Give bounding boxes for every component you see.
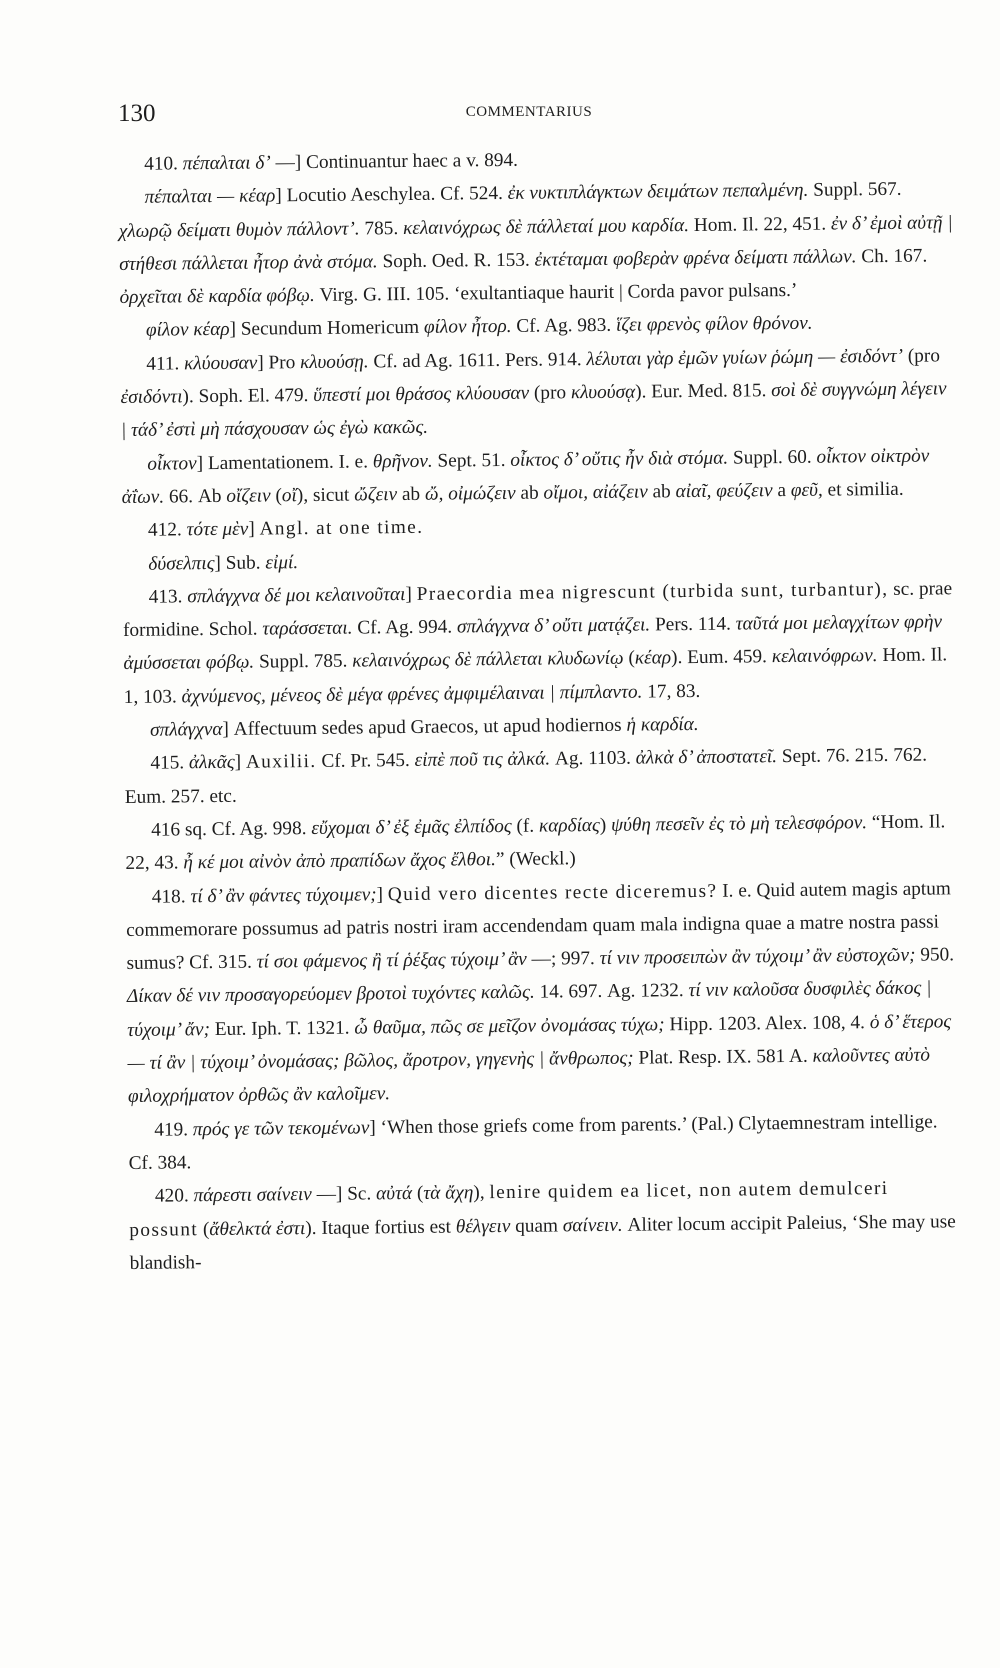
commentary-text: 410. — [144, 153, 183, 175]
greek-quotation: φεύζειν — [716, 480, 773, 502]
commentary-text: ] — [248, 518, 260, 540]
commentary-text: Virg. G. III. 105. ‘exultantiaque haurit | Corda pavor pulsans.’ — [314, 280, 798, 307]
commentary-entry — [126, 872, 962, 1114]
greek-quotation: εἰπὲ ποῦ τις ἀλκά. — [414, 748, 551, 772]
greek-quotation: κέαρ — [634, 647, 672, 670]
greek-quotation: ἵζει φρενὸς φίλον θρόνον. — [615, 313, 813, 337]
commentary-text: 14. 697. Ag. 1232. — [534, 980, 689, 1004]
commentary-text: Cf. Ag. 994. — [352, 616, 458, 639]
commentary-text: Suppl. 60. — [727, 446, 817, 469]
commentary-text: ] — [234, 752, 247, 774]
commentary-text: ] Sub. — [214, 552, 266, 574]
greek-quotation: οἶκτος δ’ οὔτις ἦν διὰ στόμα. — [510, 447, 729, 471]
commentary-text: “Hom. Il. 22, 43. — [125, 811, 946, 875]
greek-quotation: τί νιν προσειπὼν ἂν τύχοιμ’ ἂν εὐστοχῶν; — [599, 944, 916, 970]
page-number: 130 — [118, 100, 156, 127]
commentary-text: ), — [473, 1182, 490, 1204]
commentary-text: Hom. Il. 22, 451. — [688, 213, 832, 236]
greek-quotation: κελαινόφρων. — [771, 645, 878, 668]
running-head: COMMENTARIUS — [465, 104, 593, 120]
greek-quotation: οἶκτον — [147, 452, 197, 475]
commentary-text: Hipp. 1203. Alex. 108, 4. — [664, 1011, 870, 1036]
commentary-entry — [124, 739, 959, 814]
greek-quotation: ἄθελκτά ἐστι — [209, 1217, 306, 1240]
greek-quotation: κελαινόχρως δὲ πάλλεται κλυδωνίῳ — [352, 648, 624, 673]
greek-quotation: ἀλκᾶς — [188, 752, 235, 774]
commentary-text: ] — [405, 583, 417, 605]
greek-quotation: ταράσσεται. — [262, 617, 353, 640]
spaced-gloss: Auxilii. — [245, 751, 317, 774]
commentary-text: ). Eur. Med. 815. — [635, 380, 772, 403]
commentary-text: 17, 83. — [642, 680, 701, 703]
commentary-text: Soph. Oed. R. 153. — [377, 249, 535, 273]
spaced-gloss: lenire quidem ea licet, non autem demulceri possunt — [129, 1178, 889, 1241]
spaced-gloss: Angl. at one time. — [259, 517, 424, 540]
greek-quotation: εὔχομαι δ’ ἐξ ἐμᾶς ἐλπίδος — [311, 815, 512, 839]
commentary-text: ] — [376, 883, 388, 905]
greek-quotation: ὤ, — [424, 483, 444, 505]
commentary-text: ( — [623, 648, 635, 670]
greek-quotation: θρῆνον. — [372, 450, 433, 473]
commentary-text: ( — [270, 485, 282, 507]
greek-quotation: σαίνειν. — [562, 1214, 623, 1236]
commentary-text: 411. — [146, 353, 185, 375]
commentary-text: 420. — [154, 1185, 194, 1207]
greek-quotation: αἰάζειν — [592, 481, 648, 504]
commentary-text: Pers. 114. — [650, 613, 736, 636]
greek-quotation: ὁ δ’ ἕτερος — τί ἂν | τύχοιμ’ ὀνομάσας; βῶλος, ἄροτρον, γηγενὴς | ἄνθρωπος; — [127, 1011, 952, 1074]
greek-quotation: καλοῦντες αὐτὸ φιλοχρήματον ὀρθῶς ἂν καλοῖμεν. — [127, 1044, 931, 1108]
commentary-text: 950. — [915, 944, 955, 966]
commentary-text: quam — [510, 1214, 563, 1237]
commentary-body — [118, 139, 964, 1280]
commentary-text: 785. — [359, 217, 404, 240]
commentary-text: —] Continuantur haec a v. 894. — [270, 149, 519, 174]
commentary-text: 412. — [147, 519, 187, 541]
commentary-text: a — [772, 479, 791, 502]
greek-quotation: φίλον ἦτορ. — [423, 316, 512, 339]
commentary-text: Ch. 167. — [856, 245, 928, 268]
commentary-entry — [118, 173, 953, 315]
commentary-text: (f. — [511, 815, 540, 837]
greek-quotation: θέλγειν — [455, 1215, 511, 1238]
greek-quotation: δύσελπις — [148, 552, 215, 575]
greek-quotation: εἰμί. — [265, 551, 299, 574]
commentary-text: Suppl. 785. — [254, 651, 353, 674]
commentary-text: ). Soph. El. 479. — [182, 385, 314, 408]
commentary-text: Sept. 51. — [432, 449, 511, 472]
greek-quotation: τί νιν καλοῦσα δυσφιλὲς δάκος | τύχοιμ’ ἄν; — [127, 977, 932, 1041]
commentary-entry — [128, 1105, 963, 1180]
spaced-gloss: Quid vero dicentes recte diceremus? — [387, 880, 718, 905]
commentary-text: ” (Weckl.) — [495, 848, 576, 871]
commentary-text: ] Affectuum sedes apud Graecos, ut apud hodiernos — [222, 714, 627, 740]
commentary-text: Aliter locum accipit Paleius, ‘She may use blandish- — [129, 1210, 956, 1274]
commentary-entry — [129, 1171, 964, 1280]
commentary-text: ) — [599, 814, 612, 836]
greek-quotation: τὰ ἄχη — [423, 1182, 474, 1205]
commentary-text: 66. Ab — [164, 485, 227, 508]
greek-quotation: σοὶ δὲ συγγνώμη λέγειν | τάδ’ ἐστὶ μὴ πάσχουσαν ὡς ἐγὼ κακῶς. — [120, 378, 947, 442]
greek-quotation: ἀχνύμενος, μένεος δὲ μέγα φρένες ἀμφιμέλαιναι | πίμπλαντο. — [181, 681, 643, 708]
commentary-entry — [123, 572, 958, 714]
greek-quotation: σπλάγχνα δέ μοι κελαινοῦται — [187, 583, 406, 608]
spaced-gloss: Praecordia mea nigrescunt (turbida sunt, turbantur), — [416, 578, 889, 605]
greek-quotation: ὀρχεῖται δὲ καρδία φόβῳ. — [119, 285, 315, 309]
commentary-text: —; 997. — [526, 948, 600, 970]
commentary-text: ] Locutio Aeschylea. Cf. 524. — [275, 183, 508, 207]
greek-quotation: τότε μὲν — [186, 518, 249, 541]
greek-quotation: καρδίας — [538, 814, 600, 837]
commentary-text: Cf. Pr. 545. — [316, 750, 415, 773]
greek-quotation: κελαινόχρως δὲ πάλλεταί μου καρδία. — [402, 214, 690, 239]
page-header — [118, 100, 940, 140]
greek-quotation: φεῦ, — [790, 479, 823, 501]
greek-quotation: κλυούσᾳ — [570, 381, 636, 404]
commentary-text: ( — [411, 1183, 424, 1205]
commentary-text: Plat. Resp. IX. 581 A. — [633, 1045, 813, 1069]
greek-quotation: σπλάγχνα — [149, 718, 223, 741]
commentary-text: sc. prae formidine. Schol. — [122, 578, 953, 642]
greek-quotation: ἀλκὰ δ’ ἀποστατεῖ. — [635, 746, 778, 769]
commentary-text: ). Eum. 459. — [670, 646, 772, 669]
commentary-text: 413. — [148, 586, 188, 608]
greek-quotation: χλωρῷ δείματι θυμὸν πάλλοντ’. — [118, 218, 360, 242]
commentary-text: —] Sc. — [311, 1183, 377, 1206]
commentary-text: Cf. Ag. 983. — [511, 315, 617, 338]
commentary-text: ] ‘When those griefs come from parents.’ (Pal.) Clytaemnestram intellige. Cf. 384. — [128, 1111, 938, 1174]
commentary-text: ab — [396, 483, 426, 506]
commentary-text: (pro — [529, 382, 572, 404]
greek-quotation: πέπαλται — κέαρ — [144, 185, 276, 209]
greek-quotation: φίλον κέαρ — [145, 319, 230, 342]
commentary-text: Sept. 76. 215. 762. Eum. 257. etc. — [124, 744, 928, 808]
greek-quotation: ἦ κέ μοι αἰνὸν ἀπὸ πραπίδων ἄχος ἔλθοι. — [183, 849, 497, 874]
commentary-text: Cf. ad Ag. 1611. Pers. 914. — [368, 348, 587, 373]
greek-quotation: οἴμοι, — [543, 482, 589, 504]
commentary-text: ). Itaque fortius est — [305, 1216, 456, 1239]
greek-quotation: ἐσιδόντι — [120, 386, 183, 409]
commentary-text: Eur. Iph. T. 1321. — [209, 1017, 355, 1040]
greek-quotation: κλύουσαν — [184, 352, 258, 375]
commentary-entry — [121, 439, 956, 514]
greek-quotation: ὦ θαῦμα, πῶς σε μεῖζον ὀνομάσας τύχω; — [354, 1014, 665, 1039]
greek-quotation: λέλυται γὰρ ἐμῶν γυίων ῥώμη — ἐσιδόντ’ — [586, 345, 904, 370]
commentary-text: ), sicut — [296, 484, 355, 507]
greek-quotation: αἰαῖ, — [675, 480, 712, 503]
greek-quotation: πάρεστι σαίνειν — [193, 1184, 312, 1207]
commentary-text: I. e. Quid autem magis aptum commemorare possumus ad patris nostri iram accendendam quam mala indigna quae a matre nostra passi sumus? Cf. 315. — [126, 877, 951, 975]
greek-quotation: σπλάγχνα δ’ οὔτι ματᾴζει. — [456, 614, 651, 638]
commentary-text: 418. — [151, 885, 191, 908]
commentary-text: Suppl. 567. — [808, 179, 902, 202]
greek-quotation: ἐκ νυκτιπλάγκτων δειμάτων πεπαλμένη. — [507, 180, 809, 205]
greek-quotation: τί σοι φάμενος ἢ τί ῥέξας τύχοιμ’ ἂν — [256, 948, 527, 973]
commentary-entry — [125, 805, 960, 880]
greek-quotation: οἰμώζειν — [448, 482, 516, 505]
commentary-text: ab — [647, 481, 676, 503]
greek-quotation: ἐκτέταμαι φοβερὰν φρένα δείματι πάλλων. — [534, 246, 857, 271]
greek-quotation: ὕπεστί μοι θράσος κλύουσαν — [313, 382, 530, 407]
commentary-text: 419. — [154, 1118, 193, 1141]
commentary-text: ( — [197, 1218, 210, 1240]
commentary-text: ab — [515, 482, 544, 504]
commentary-text: (pro — [902, 345, 941, 367]
commentary-text: et similia. — [822, 478, 904, 501]
commentary-text: 415. — [150, 752, 190, 775]
greek-quotation: πέπαλται δ’ — [182, 152, 271, 175]
commentary-text: ] Secundum Homericum — [229, 317, 425, 341]
commentary-text: ] Pro — [257, 351, 301, 374]
greek-quotation: ὤζειν — [354, 484, 398, 506]
commentary-entry — [120, 339, 955, 448]
greek-quotation: ψύθη πεσεῖν ἐς τὸ μὴ τελεσφόρον. — [610, 812, 868, 836]
commentary-text: ] Lamentationem. I. e. — [196, 451, 373, 474]
commentary-text: 416 sq. Cf. Ag. 998. — [151, 817, 312, 841]
greek-quotation: οἶκτον οἰκτρὸν ἀΐων. — [121, 445, 930, 508]
commentary-text: Hom. Il. 1, 103. — [123, 644, 948, 708]
greek-quotation: κλυούσῃ. — [300, 351, 369, 373]
greek-quotation: ἐν δ’ ἐμοὶ αὐτῇ | στήθεσι πάλλεται ἦτορ ἀνὰ στόμα. — [119, 211, 953, 275]
greek-quotation: οἴ — [281, 485, 297, 507]
greek-quotation: ἡ καρδία. — [626, 713, 699, 736]
greek-quotation: οἴζειν — [226, 485, 271, 507]
greek-quotation: πρός γε τῶν τεκομένων — [192, 1117, 370, 1140]
greek-quotation: τί δ’ ἂν φάντες τύχοιμεν; — [190, 883, 377, 907]
greek-quotation: Δίκαν δέ νιν προσαγορεύομεν βροτοὶ τυχόντες καλῶς. — [126, 982, 535, 1008]
commentary-text: Ag. 1103. — [550, 747, 636, 770]
greek-quotation: ταῦτά μοι μελαγχίτων φρὴν ἀμύσσεται φόβῳ. — [123, 611, 943, 675]
greek-quotation: αὐτά — [375, 1183, 413, 1205]
